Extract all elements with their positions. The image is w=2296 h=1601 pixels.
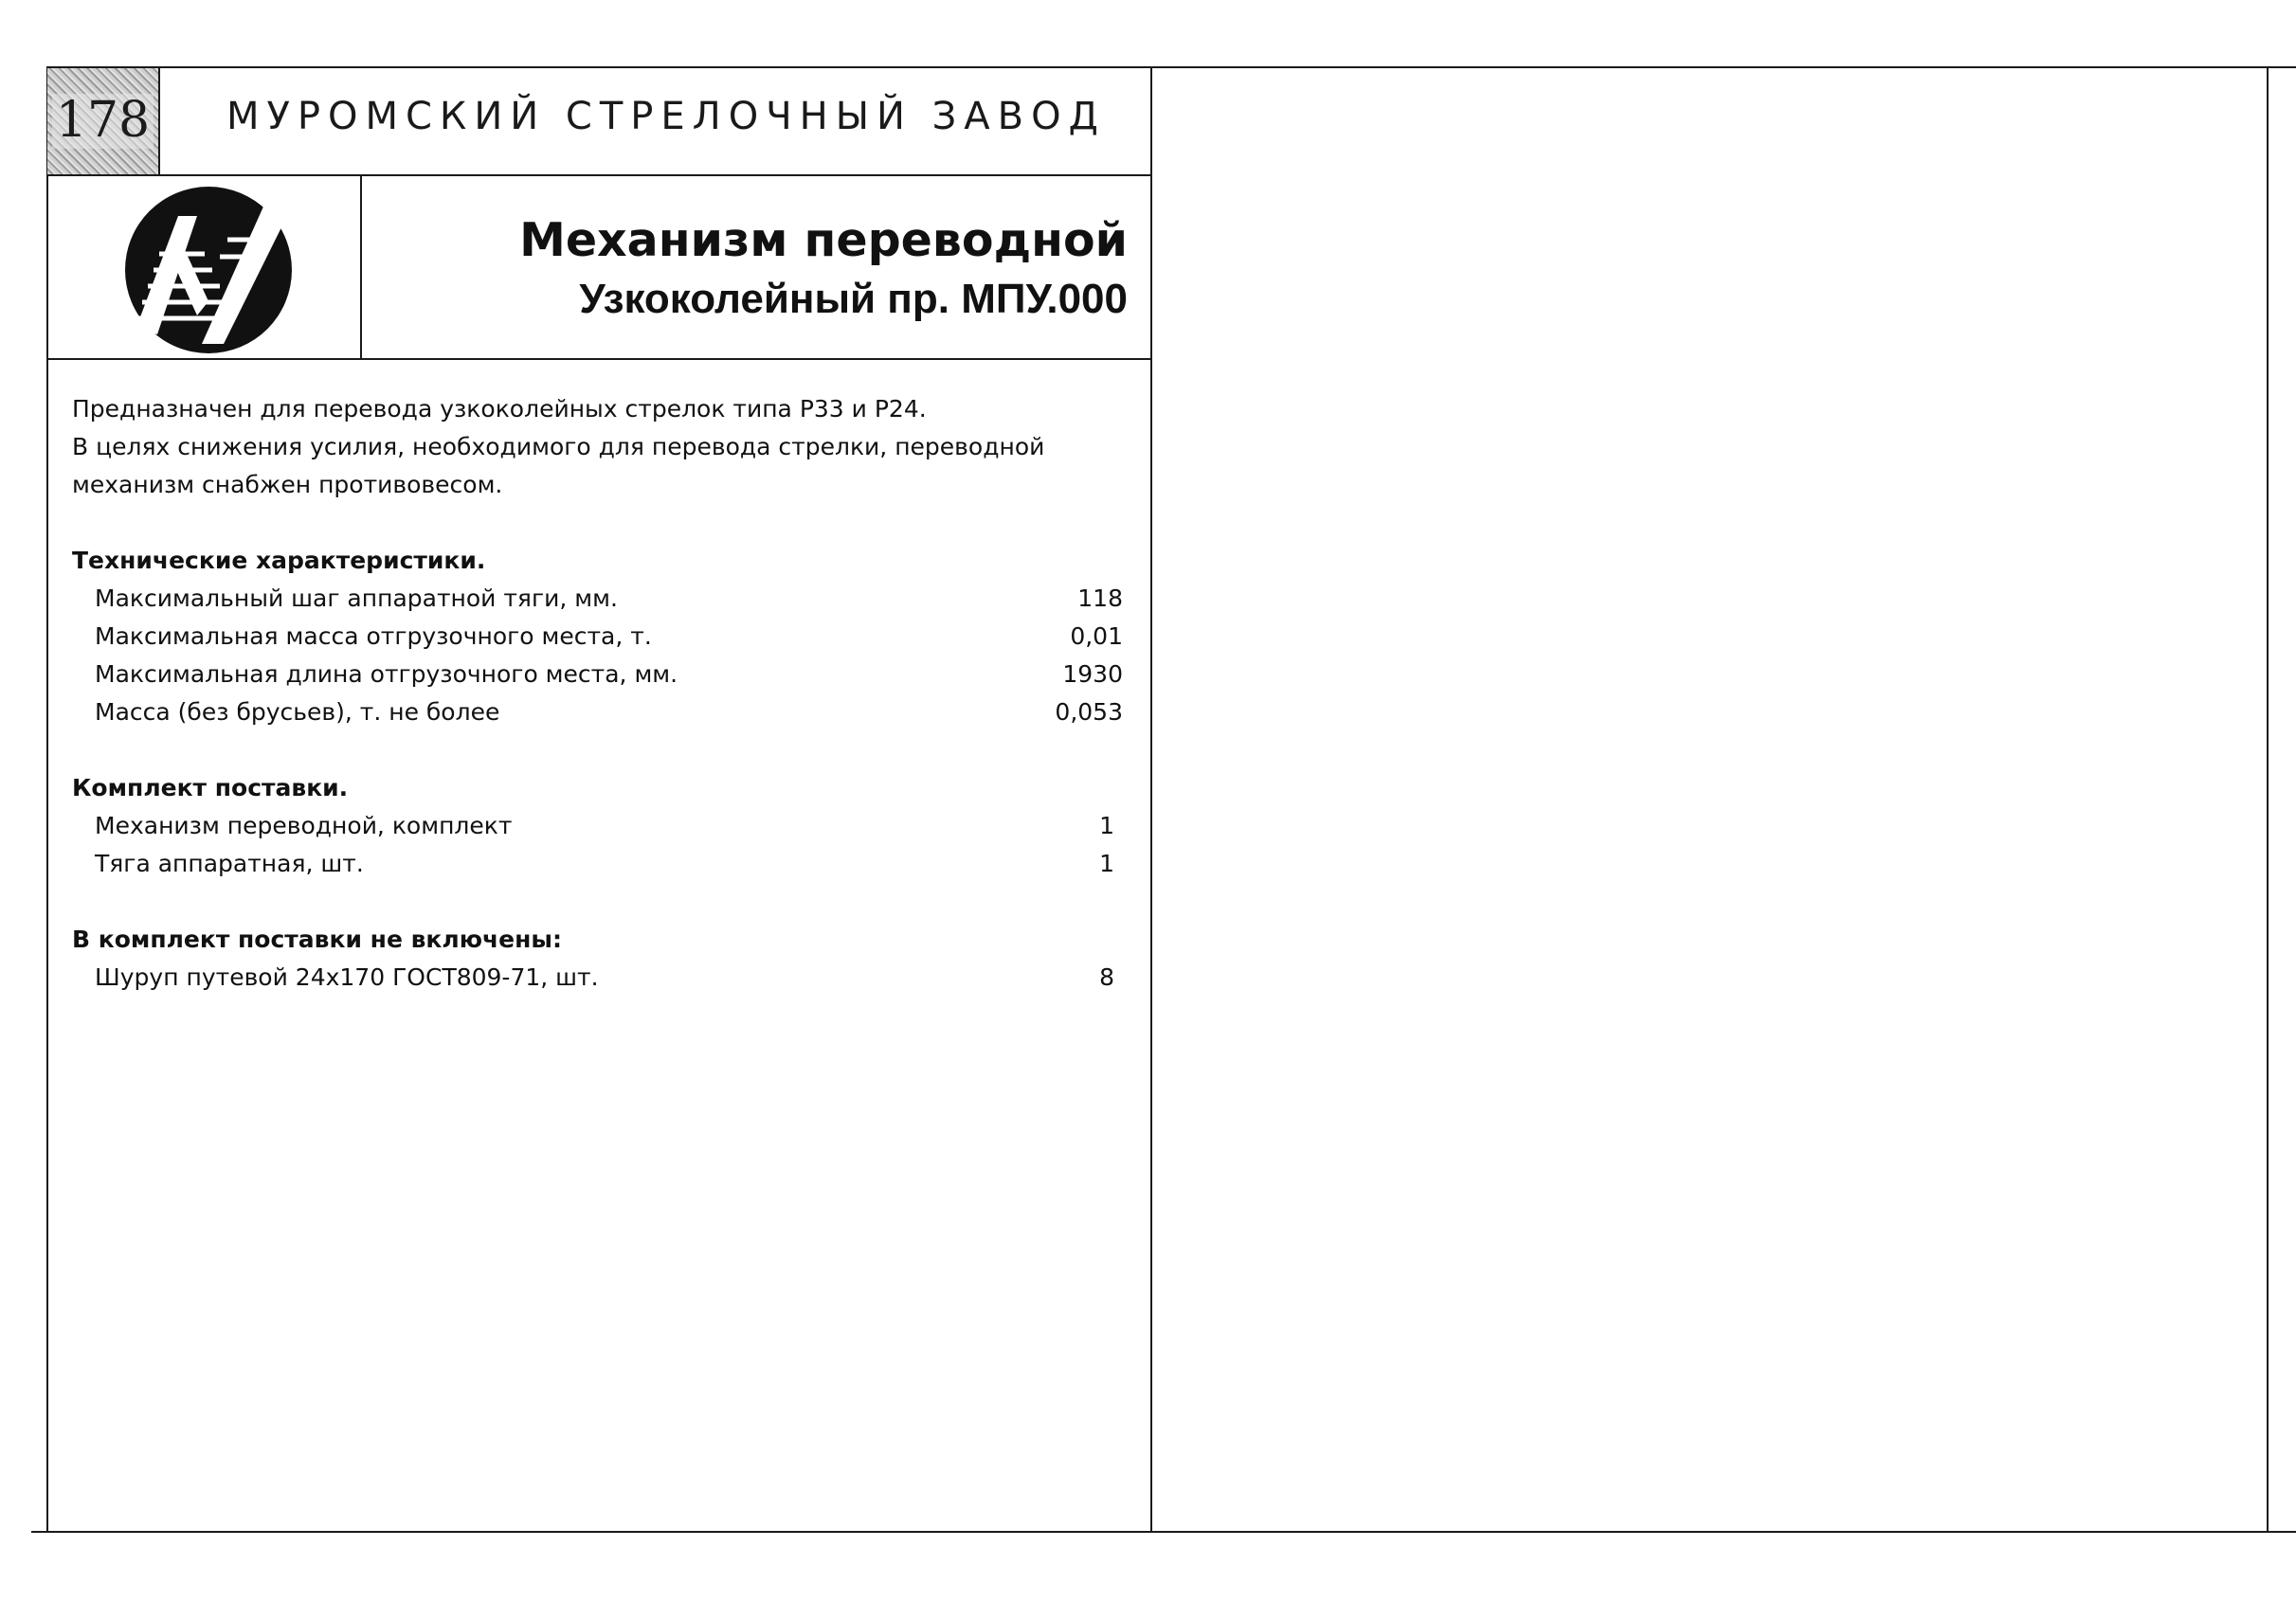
kit-row <box>72 807 1114 845</box>
kit-label: Тяга аппаратная, шт. <box>95 850 364 877</box>
page-number: 178 <box>52 94 154 148</box>
product-subtitle: Узкоколейный пр. МПУ.000 <box>579 276 1128 322</box>
spec-value: 1930 <box>1062 660 1123 688</box>
spec-label: Масса (без брусьев), т. не более <box>95 698 500 726</box>
header-separator-line <box>47 174 1151 176</box>
product-description <box>72 390 1105 504</box>
not-included-section <box>72 921 1114 997</box>
spec-label: Максимальная длина отгрузочного места, мм. <box>95 660 678 688</box>
frame-left-line <box>46 66 48 1533</box>
spec-row <box>72 656 1123 693</box>
not-included-title: В комплект поставки не включены: <box>72 926 563 953</box>
description-line: механизм снабжен противовесом. <box>72 471 503 498</box>
title-separator-line <box>47 358 1151 360</box>
spec-row <box>72 618 1123 656</box>
spec-row <box>72 693 1123 731</box>
spec-value: 0,01 <box>1070 622 1123 650</box>
frame-bottom-line <box>31 1531 2296 1533</box>
spec-label: Максимальная масса отгрузочного места, т. <box>95 622 652 650</box>
kit-value: 1 <box>1099 850 1114 877</box>
product-title: Механизм переводной <box>519 213 1128 267</box>
product-content <box>72 390 1123 997</box>
spec-label: Максимальный шаг аппаратной тяги, мм. <box>95 585 618 612</box>
specs-title: Технические характеристики. <box>72 547 486 574</box>
spec-value: 118 <box>1077 585 1123 612</box>
kit-row <box>72 845 1114 883</box>
frame-top-line <box>47 66 2296 68</box>
frame-right-line <box>2267 66 2269 1533</box>
spec-value: 0,053 <box>1055 698 1123 726</box>
not-included-row <box>72 959 1114 997</box>
page-number-badge <box>47 68 158 174</box>
specs-section <box>72 542 1123 731</box>
page-number-divider <box>158 66 160 175</box>
logo-divider-line <box>360 174 362 359</box>
msz-logo-icon <box>121 183 296 357</box>
frame-center-divider <box>1150 66 1152 1533</box>
company-name: МУРОМСКИЙ СТРЕЛОЧНЫЙ ЗАВОД <box>226 95 1106 138</box>
not-included-label: Шуруп путевой 24х170 ГОСТ809-71, шт. <box>95 963 599 991</box>
spec-row <box>72 580 1123 618</box>
kit-section <box>72 769 1114 883</box>
kit-value: 1 <box>1099 812 1114 839</box>
kit-title: Комплект поставки. <box>72 774 349 801</box>
description-line: Предназначен для перевода узкоколейных стрелок типа Р33 и Р24. <box>72 395 927 423</box>
description-line: В целях снижения усилия, необходимого для перевода стрелки, переводной <box>72 433 1045 460</box>
not-included-value: 8 <box>1099 963 1114 991</box>
kit-label: Механизм переводной, комплект <box>95 812 513 839</box>
